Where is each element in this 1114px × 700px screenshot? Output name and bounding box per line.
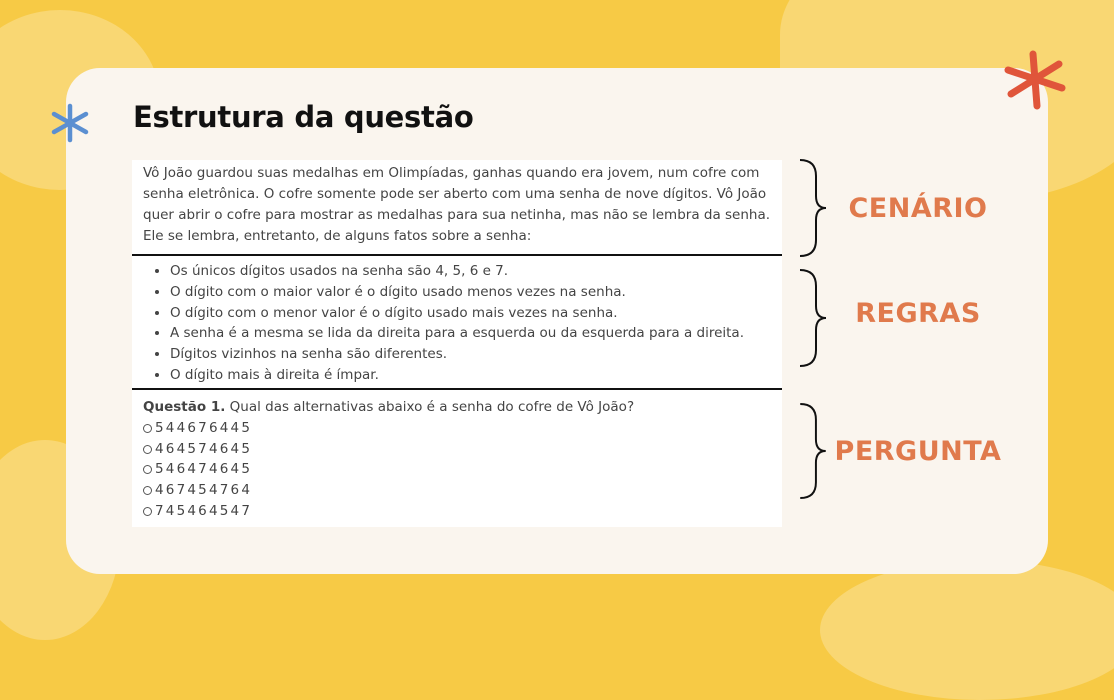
- page-title: Estrutura da questão: [133, 100, 474, 134]
- option-label: 467454764: [155, 482, 253, 499]
- radio-button[interactable]: [143, 486, 152, 495]
- question-text: Qual das alternativas abaixo é a senha do cofre de Vô João?: [225, 399, 635, 415]
- question-section: [132, 390, 782, 522]
- option-label: 544676445: [155, 420, 253, 436]
- question-label: Questão 1.: [143, 399, 226, 415]
- question-line: [143, 397, 782, 418]
- section-label-question: PERGUNTA: [834, 436, 1002, 467]
- radio-button[interactable]: [143, 465, 152, 474]
- rule-item: • O dígito com o maior valor é o dígito usado menos vezes na senha.: [170, 282, 782, 303]
- answer-option[interactable]: [143, 459, 782, 480]
- background-blob: [820, 560, 1114, 700]
- blue-asterisk-icon: [50, 103, 90, 143]
- option-label: 464574645: [155, 440, 253, 457]
- radio-button[interactable]: [143, 424, 152, 433]
- radio-button[interactable]: [143, 507, 152, 516]
- answer-option[interactable]: [143, 418, 782, 439]
- scenario-text: Vô João guardou suas medalhas em Olimpíadas, ganhas quando era jovem, num cofre com senha eletrônica. O cofre somente pode ser aberto com uma senha de nove dígitos. Vô João quer abrir o cofre para mostrar as medalhas para sua netinha, mas não se lembra da senha. Ele se lembra, entretanto, de alguns fatos sobre a senha:: [143, 165, 771, 244]
- question-box: [132, 160, 782, 527]
- option-label: 745464547: [155, 502, 253, 519]
- section-label-scenario: CENÁRIO: [848, 193, 988, 224]
- rules-list: [132, 256, 782, 388]
- answer-option[interactable]: [143, 480, 782, 501]
- section-label-rules: REGRAS: [855, 298, 981, 329]
- answer-option[interactable]: [143, 501, 782, 522]
- red-asterisk-icon: [1003, 50, 1067, 110]
- option-label: 546474645: [155, 461, 253, 478]
- rule-item: • O dígito com o menor valor é o dígito usado mais vezes na senha.: [170, 303, 782, 324]
- rule-item: • Os únicos dígitos usados na senha são 4, 5, 6 e 7.: [170, 261, 782, 282]
- radio-button[interactable]: [143, 445, 152, 454]
- rule-item: • O dígito mais à direita é ímpar.: [170, 365, 782, 386]
- rule-item: • Dígitos vizinhos na senha são diferentes.: [170, 344, 782, 365]
- rule-item: • A senha é a mesma se lida da direita para a esquerda ou da esquerda para a direita.: [170, 323, 782, 344]
- answer-option[interactable]: [143, 439, 782, 460]
